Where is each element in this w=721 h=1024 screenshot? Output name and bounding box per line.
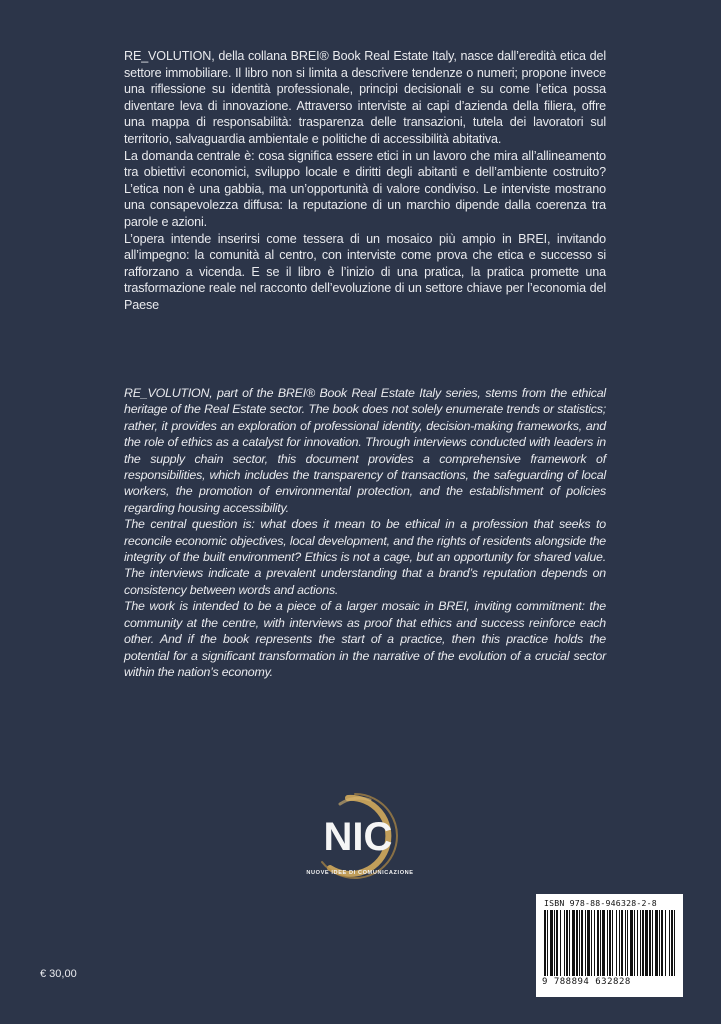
barcode-bar [674, 910, 675, 976]
barcode-bar [591, 910, 592, 976]
barcode-bar [627, 910, 628, 976]
barcode-bar [556, 910, 558, 976]
isbn-barcode [536, 894, 683, 997]
logo-text: NIC [323, 815, 393, 859]
barcode-bar [587, 910, 590, 976]
barcode-bar [550, 910, 553, 976]
barcode-bar [642, 910, 644, 976]
barcode-bar [649, 910, 651, 976]
barcode-bar [640, 910, 641, 976]
barcode-bar [645, 910, 648, 976]
logo-tagline: NUOVE IDEE DI COMUNICAZIONE [306, 870, 414, 876]
barcode-bar [569, 910, 570, 976]
barcode-bar [616, 910, 617, 976]
italian-description [124, 48, 606, 314]
barcode-bar [572, 910, 575, 976]
barcode-bar [621, 910, 623, 976]
barcode-bar [655, 910, 658, 976]
barcode-bar [661, 910, 663, 976]
barcode-bar [585, 910, 586, 976]
english-paragraph-3: The work is intended to be a piece of a larger mosaic in BREI, inviting commitment: the community at the centre, with interviews as proof that ethics and success reinforce each other. And if the book represents the start of a practice, then this practice holds the potential for a significant transformation in the narrative of the evolution of a crucial sector within the nation’s economy. [124, 599, 606, 679]
english-paragraph-2: The central question is: what does it mean to be ethical in a profession that seeks to reconcile economic objectives, local development, and the rights of residents alongside the integrity of the built environment? Ethics is not a cage, but an opportunity for shared value. The interviews indicate a prevalent understanding that a brand’s reputation depends on consistency between words and actions. [124, 517, 606, 597]
english-paragraph-1: RE_VOLUTION, part of the BREI® Book Real Estate Italy series, stems from the ethical heritage of the Real Estate sector. The book does not solely enumerate trends or statistics; rather, it provides an exploration of professional identity, decision-making frameworks, and the role of ethics as a catalyst for innovation. Through interviews conducted with leaders in the supply chain sector, this document provides a comprehensive framework of responsibilities, which includes the transparency of transactions, the safeguarding of local workers, the promotion of environmental protection, and the establishment of policies regarding housing accessibility. [124, 386, 606, 515]
italian-paragraph-1: RE_VOLUTION, della collana BREI® Book Real Estate Italy, nasce dall’eredità etica del settore immobiliare. Il libro non si limita a descrivere tendenze o numeri; propone invece una riflessione su identità professionale, principi decisionali e su come l’etica possa diventare leva di innovazione. Attraverso interviste ai capi d’azienda della filiera, offre una mappa di responsabilità: trasparenza delle transazioni, tutela dei lavoratori sul territorio, salvaguardia ambientale e politiche di accessibilità abitativa. [124, 49, 606, 146]
barcode-bar [671, 910, 673, 976]
barcode-bar [634, 910, 635, 976]
isbn-digits: 9 788894 632828 [542, 977, 631, 987]
price-label: € 30,00 [40, 968, 77, 980]
barcode-bar [609, 910, 611, 976]
barcode-bar [665, 910, 666, 976]
english-description [124, 385, 606, 680]
barcode-bars [544, 910, 676, 976]
barcode-bar [597, 910, 599, 976]
barcode-bar [554, 910, 555, 976]
barcode-bar [576, 910, 578, 976]
barcode-bar [607, 910, 608, 976]
barcode-bar [560, 910, 561, 976]
barcode-bar [581, 910, 583, 976]
isbn-label: ISBN 978-88-946328-2-8 [544, 898, 657, 908]
barcode-bar [669, 910, 670, 976]
barcode-bar [566, 910, 568, 976]
barcode-bar [594, 910, 595, 976]
italian-paragraph-2: La domanda centrale è: cosa significa essere etici in un lavoro che mira all’allineamento tra obiettivi economici, sviluppo locale e diritti degli abitanti e dell’ambiente costruito? L’etica non è una gabbia, ma un’opportunità di valore condiviso. Le interviste mostrano una consapevolezza diffusa: la reputazione di un marchio dipende dalla coerenza tra parole e azioni. [124, 148, 606, 229]
barcode-bar [619, 910, 620, 976]
barcode-bar [547, 910, 548, 976]
italian-paragraph-3: L’opera intende inserirsi come tessera di un mosaico più ampio in BREI, invitando all’impegno: la comunità al centro, con interviste come prova che etica e successo si rafforzano a vicenda. E se il libro è l’inizio di una pratica, la pratica promette una trasformazione reale nel racconto dell’evoluzione di un settore chiave per l’economia del Paese [124, 231, 606, 312]
barcode-bar [544, 910, 546, 976]
barcode-bar [579, 910, 580, 976]
barcode-bar [600, 910, 601, 976]
barcode-bar [637, 910, 638, 976]
barcode-bar [602, 910, 605, 976]
barcode-bar [612, 910, 613, 976]
barcode-bar [564, 910, 565, 976]
barcode-bar [659, 910, 660, 976]
barcode-bar [625, 910, 626, 976]
barcode-bar [652, 910, 653, 976]
barcode-bar [630, 910, 633, 976]
